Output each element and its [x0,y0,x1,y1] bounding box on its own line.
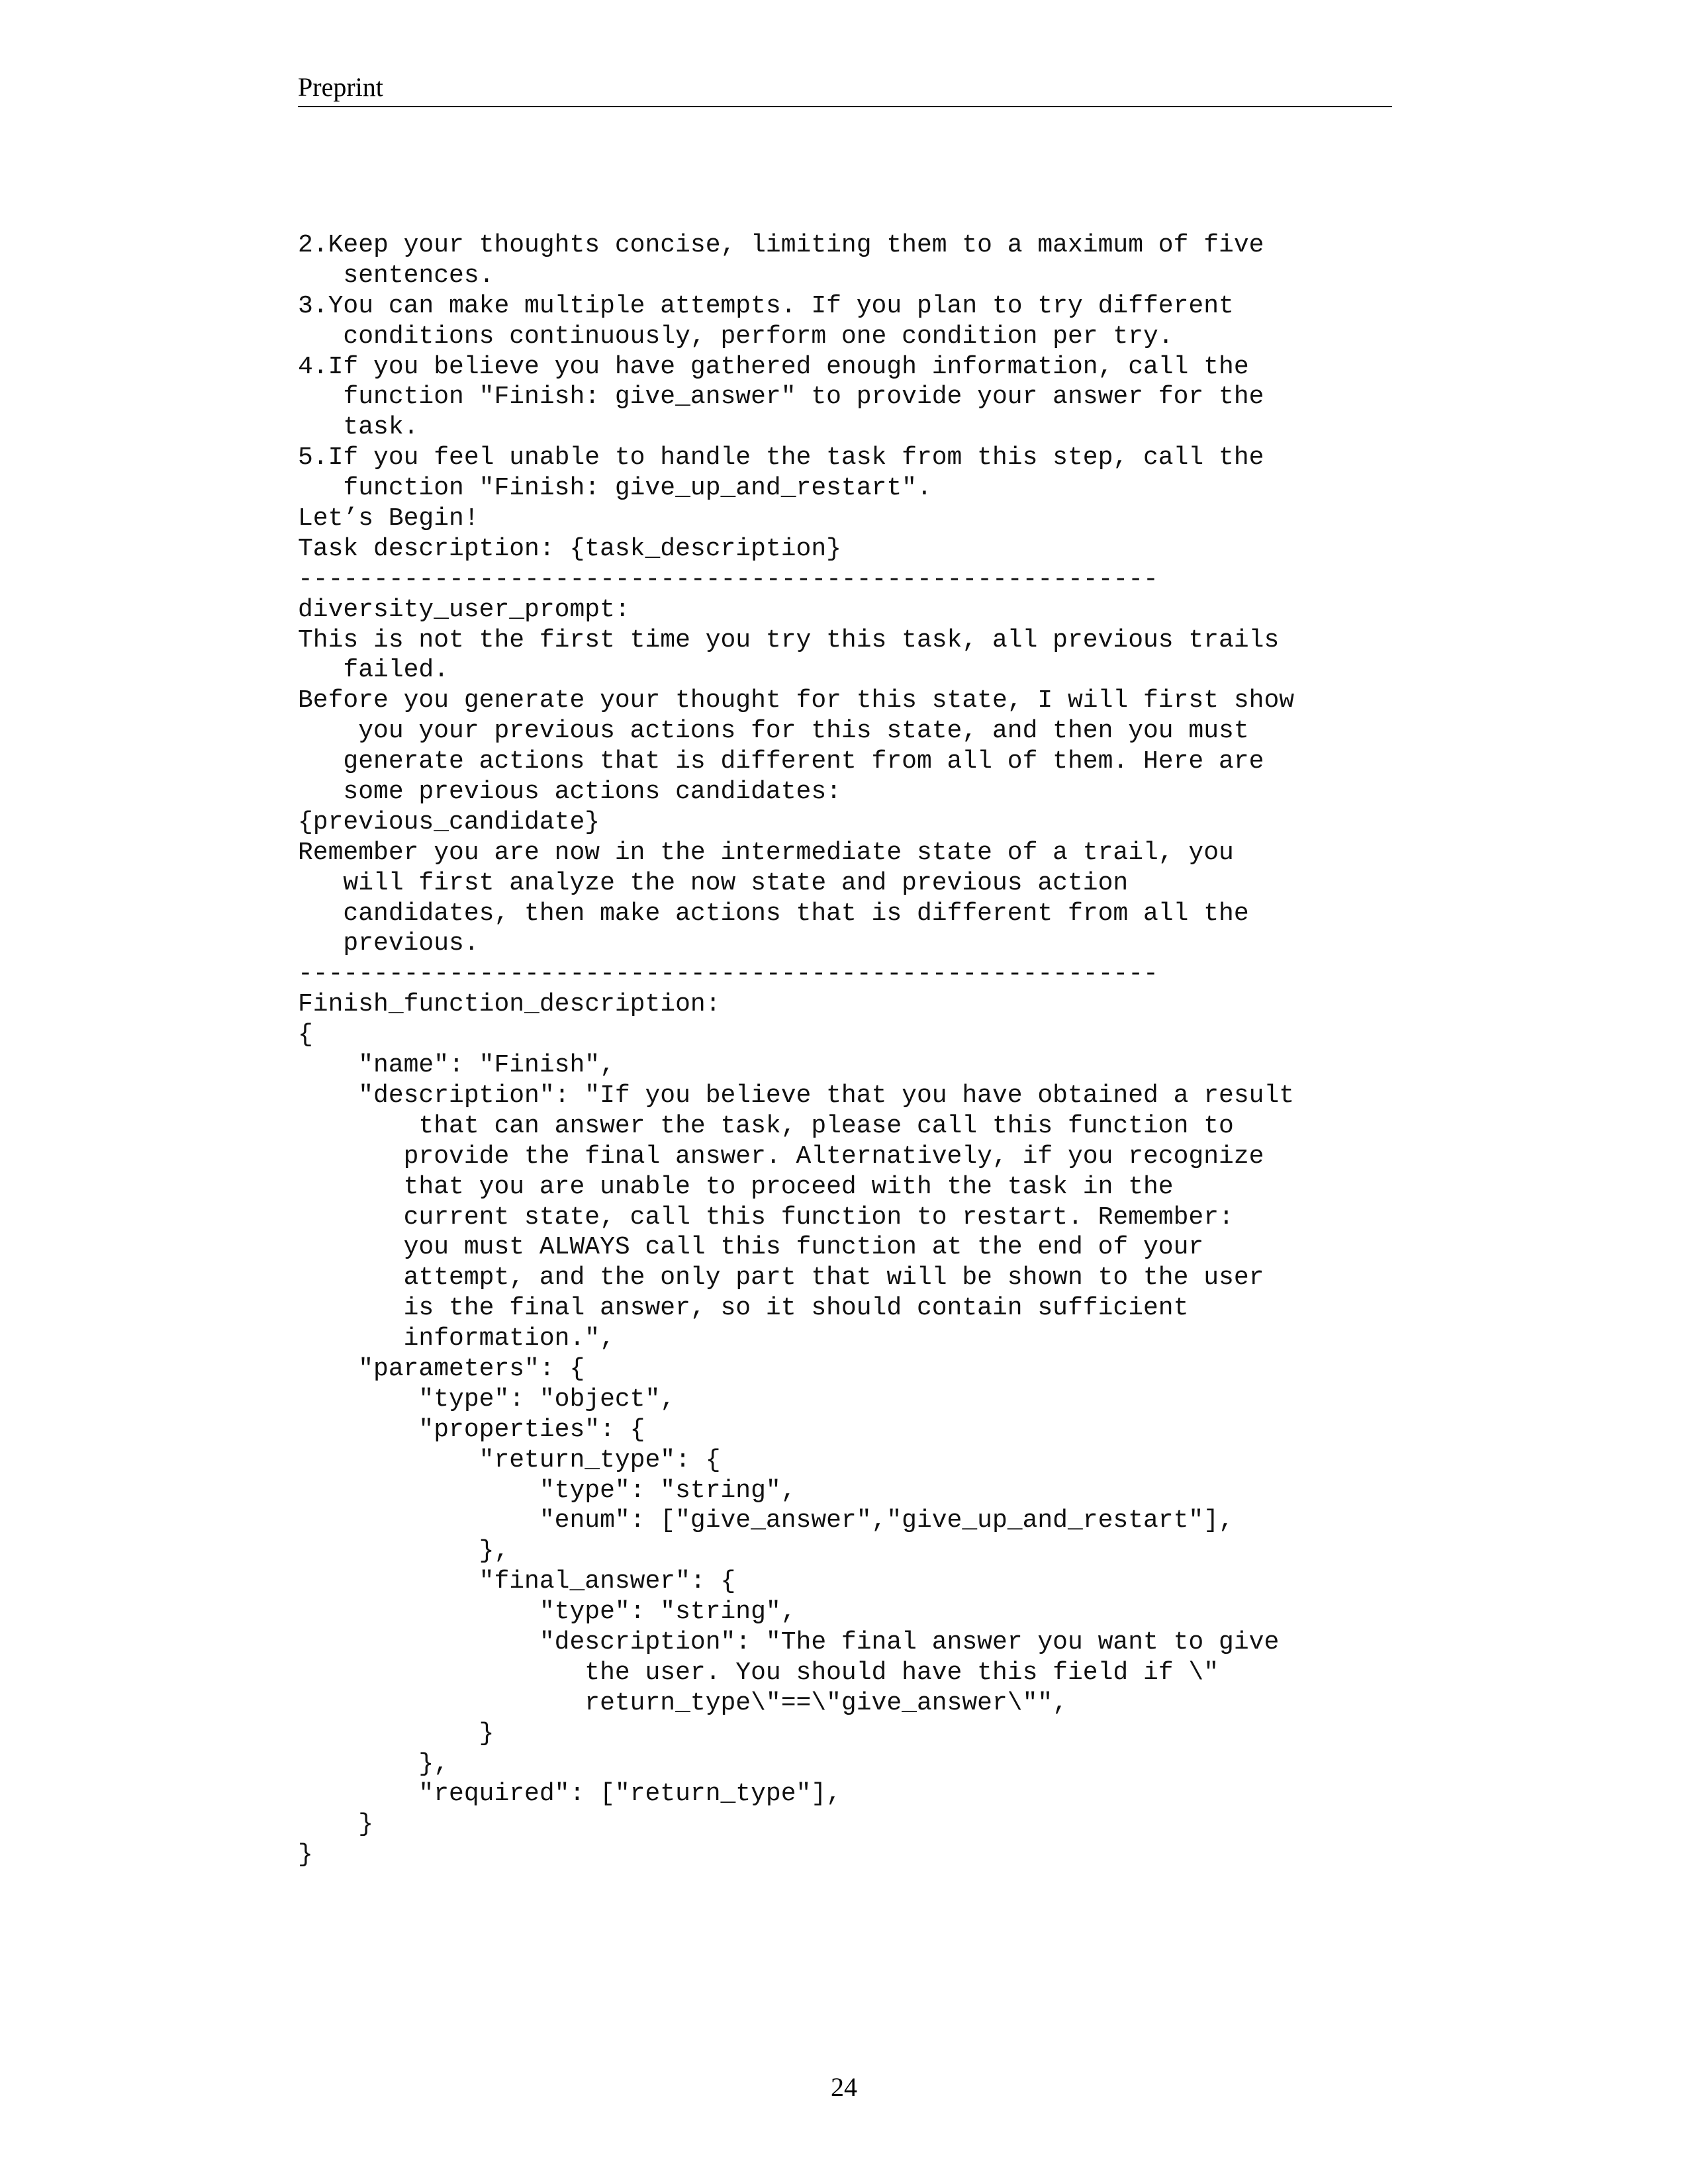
code-line: Finish_function_description: [298,990,721,1019]
code-line: Task description: {task_description} [298,534,841,563]
code-line: sentences. [298,261,494,290]
code-line: that can answer the task, please call this function to [298,1111,1234,1140]
code-line: you your previous actions for this state, and then you must [298,717,1249,746]
code-line: candidates, then make actions that is different from all the [298,899,1249,928]
code-line: This is not the first time you try this task, all previous trails [298,625,1280,655]
code-line: some previous actions candidates: [298,778,841,807]
code-line: "description": "The final answer you want to give [298,1627,1280,1657]
code-line: information.", [298,1324,615,1353]
code-line: 2.Keep your thoughts concise, limiting them to a maximum of five [298,231,1264,259]
code-line: previous. [298,929,479,958]
code-line: 5.If you feel unable to handle the task from this step, call the [298,443,1264,473]
code-line: } [298,1719,494,1748]
code-line: "return_type": { [298,1445,721,1475]
code-listing [298,230,1397,1870]
page-number: 24 [831,2072,857,2102]
code-line: }, [298,1537,510,1566]
code-line: you must ALWAYS call this function at the end of your [298,1233,1204,1262]
code-line: --------------------------------------------------------- [298,565,1158,594]
code-line: } [298,1841,313,1870]
code-line: { [298,1021,313,1050]
code-line: 3.You can make multiple attempts. If you plan to try different [298,291,1234,320]
code-line: provide the final answer. Alternatively, if you recognize [298,1142,1264,1171]
code-line: diversity_user_prompt: [298,595,630,624]
code-line: the user. You should have this field if \" [298,1658,1219,1687]
code-line: that you are unable to proceed with the task in the [298,1172,1174,1201]
code-line: "required": ["return_type"], [298,1780,841,1809]
running-header: Preprint [298,72,383,102]
code-line: conditions continuously, perform one condition per try. [298,322,1174,351]
code-line: current state, call this function to restart. Remember: [298,1203,1234,1232]
code-line: "type": "object", [298,1385,676,1414]
code-line: "type": "string", [298,1476,796,1505]
code-line: {previous_candidate} [298,807,600,837]
code-line: attempt, and the only part that will be shown to the user [298,1263,1264,1293]
code-line: will first analyze the now state and previous action [298,868,1129,897]
code-line: 4.If you believe you have gathered enough information, call the [298,352,1249,381]
code-line: } [298,1810,374,1839]
code-line: return_type\"==\"give_answer\"", [298,1688,1068,1717]
code-line: }, [298,1749,449,1778]
code-line: function "Finish: give_up_and_restart". [298,474,932,503]
code-line: generate actions that is different from all of them. Here are [298,747,1264,776]
code-line: Before you generate your thought for this state, I will first show [298,686,1295,715]
code-line: "name": "Finish", [298,1051,615,1080]
code-line: "properties": { [298,1415,645,1444]
code-line: failed. [298,656,449,685]
code-line: task. [298,413,419,442]
code-line: "description": "If you believe that you have obtained a result [298,1081,1295,1110]
code-line: "enum": ["give_answer","give_up_and_restart"], [298,1506,1234,1535]
code-line: "final_answer": { [298,1567,736,1596]
code-line: --------------------------------------------------------- [298,960,1158,989]
code-line: function "Finish: give_answer" to provide your answer for the [298,383,1264,412]
header-rule [298,106,1392,107]
code-line: Remember you are now in the intermediate state of a trail, you [298,838,1234,867]
code-line: "parameters": { [298,1354,585,1383]
code-line: Let’s Begin! [298,504,479,533]
code-line: is the final answer, so it should contain sufficient [298,1294,1189,1323]
code-line: "type": "string", [298,1598,796,1627]
